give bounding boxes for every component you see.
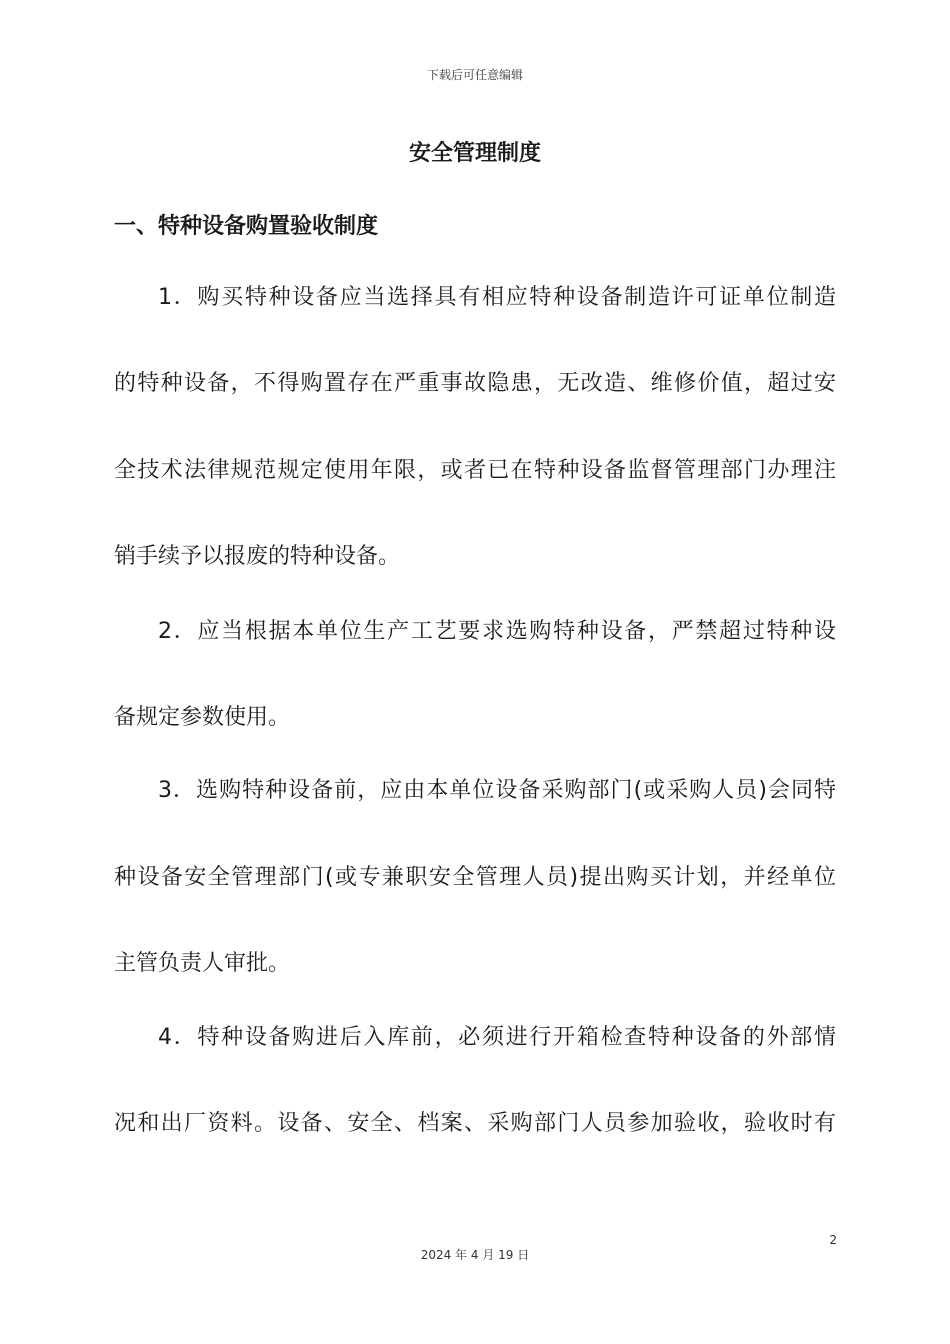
paragraph-4-line-1: 4．特种设备购进后入库前，必须进行开箱检查特种设备的外部情	[158, 1025, 836, 1050]
paragraph-1-line-2: 的特种设备，不得购置存在严重事故隐患，无改造、维修价值，超过安	[114, 371, 836, 396]
paragraph-3-line-1: 3．选购特种设备前，应由本单位设备采购部门(或采购人员)会同特	[158, 778, 836, 803]
page-number: 2	[829, 1233, 837, 1247]
footer-date: 2024 年 4 月 19 日	[420, 1248, 530, 1262]
paragraph-3-line-2: 种设备安全管理部门(或专兼职安全管理人员)提出购买计划，并经单位	[114, 865, 836, 890]
paragraph-2-line-1: 2．应当根据本单位生产工艺要求选购特种设备，严禁超过特种设	[158, 619, 836, 644]
paragraph-1-line-1: 1．购买特种设备应当选择具有相应特种设备制造许可证单位制造	[158, 285, 836, 310]
header-note: 下载后可任意编辑	[426, 68, 523, 82]
paragraph-1-line-3: 全技术法律规范规定使用年限，或者已在特种设备监督管理部门办理注	[114, 458, 836, 483]
paragraph-2-line-2: 备规定参数使用。	[114, 705, 291, 730]
document-title: 安全管理制度	[408, 141, 541, 166]
paragraph-1-line-4: 销手续予以报废的特种设备。	[114, 544, 401, 569]
paragraph-4-line-2: 况和出厂资料。设备、安全、档案、采购部门人员参加验收，验收时有	[114, 1111, 836, 1136]
section-heading: 一、特种设备购置验收制度	[114, 214, 379, 239]
paragraph-3-line-3: 主管负责人审批。	[114, 951, 291, 976]
